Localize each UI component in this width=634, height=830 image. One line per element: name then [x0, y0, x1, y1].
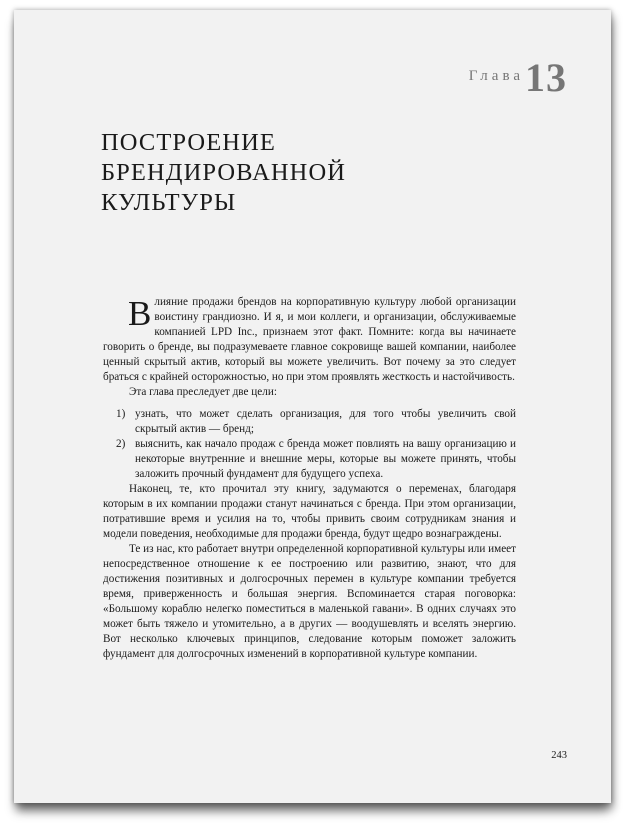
chapter-word: Глава — [468, 68, 524, 84]
chapter-heading — [469, 54, 567, 101]
list-item — [103, 407, 516, 437]
list-item-number: 2) — [116, 438, 126, 450]
drop-cap: В — [128, 294, 152, 333]
list-item — [103, 437, 516, 482]
list-item-text: выяснить, как начало продаж с бренда может повлиять на вашу организацию и некоторые внутренние и внешние меры, которые вы можете принять, чтобы заложить прочный фундамент для будущего успеха. — [135, 438, 516, 480]
chapter-title — [101, 128, 531, 218]
page-number: 243 — [551, 750, 567, 761]
body-paragraph: Наконец, те, кто прочитал эту книгу, задумаются о переменах, благодаря которым в их компании продажи станут начинаться с бренда. При этом организации, потратившие время и усилия на то, чтобы привить своим сотрудникам знания и модели поведения, необходимые для продажи бренда, будут щедро вознаграждены. — [103, 483, 516, 540]
intro-paragraph — [103, 295, 516, 385]
chapter-number: 13 — [525, 55, 567, 100]
chapter-title-line: ПОСТРОЕНИЕ — [101, 129, 276, 156]
goals-list — [103, 407, 516, 482]
book-page — [14, 10, 611, 803]
chapter-title-line: КУЛЬТУРЫ — [101, 189, 237, 216]
list-item-number: 1) — [116, 408, 126, 420]
chapter-body — [103, 295, 516, 662]
intro-text: лияние продажи брендов на корпоративную культуру любой организации воистину грандиозно. И я, и мои коллеги, и организации, обслуживаемые компанией LPD Inc., признаем этот факт. Помните: когда вы начинаете говорить о бренде, вы подразумеваете главное сокровище вашей компании, наиболее ценный скрытый актив, который вы можете увеличить. Вот почему за это следует браться с крайней осторожностью, но при этом проявлять жесткость и настойчивость. — [103, 296, 516, 383]
goals-intro: Эта глава преследует две цели: — [129, 386, 277, 398]
chapter-title-line: БРЕНДИРОВАННОЙ — [101, 159, 347, 186]
list-item-text: узнать, что может сделать организация, для того чтобы увеличить свой скрытый актив — бренд; — [135, 408, 516, 435]
body-paragraph: Те из нас, кто работает внутри определенной корпоративной культуры или имеет непосредственное отношение к ее построению или развитию, знают, что для достижения позитивных и долгосрочных перемен в культуре компании требуется время, приверженность и большая энергия. Вспоминается старая поговорка: «Большому кораблю нелегко поместиться в маленькой гавани». В одних случаях это может быть тяжело и утомительно, а в других — воодушевлять и вселять энергию. Вот несколько ключевых принципов, следование которым поможет заложить фундамент для долгосрочных изменений в корпоративной культуре компании. — [103, 543, 517, 660]
